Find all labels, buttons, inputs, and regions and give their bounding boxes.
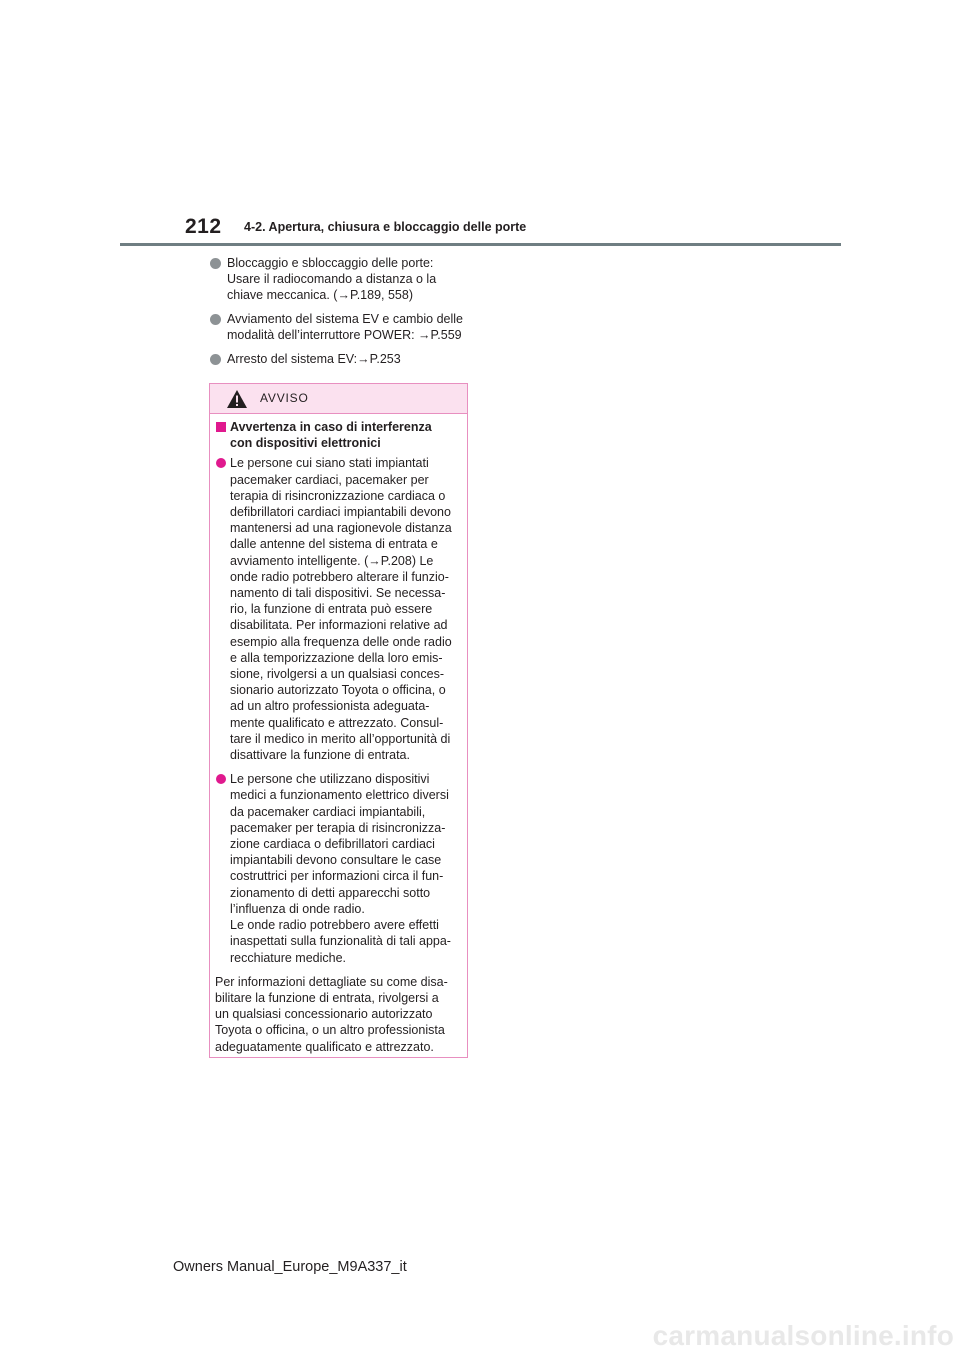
- warning-heading-text: Avvertenza in caso di interferenza con dispositivi elettronici: [230, 420, 432, 451]
- list-item-text: Arresto del sistema EV:→P.253: [227, 352, 401, 367]
- list-item: [210, 351, 472, 367]
- watermark: carmanualsonline.info: [652, 1320, 954, 1351]
- warning-header: [210, 384, 467, 414]
- pink-dot-icon: [216, 458, 226, 468]
- warning-label: AVVISO: [260, 391, 309, 405]
- warning-triangle-icon: [226, 389, 248, 414]
- warning-heading: [215, 419, 459, 451]
- warning-body: [210, 414, 467, 1055]
- warning-box: [209, 383, 468, 1058]
- warning-item-text: Le persone che utilizzano dispositivi medici a funzionamento elettrico diversi da pacemaker cardiaci impiantabili, pacemaker per terapia di risincronizza- zione cardiaca o defibrillatori cardiaci impiantabili devono consultare le case costruttrici per informazioni circa il fun- zionamento di detti apparecchi sotto l’influenza di onde radio. Le onde radio potrebbero avere effetti inaspettati sulla funzionalità di tali appa- recchiature mediche.: [230, 772, 451, 965]
- list-item-text: Avviamento del sistema EV e cambio delle modalità dell’interruttore POWER: →P.559: [227, 312, 463, 343]
- pink-dot-icon: [216, 774, 226, 784]
- header-rule: [120, 243, 841, 246]
- bullet-dot-icon: [210, 354, 221, 365]
- bullet-dot-icon: [210, 258, 221, 269]
- warning-closing-paragraph: Per informazioni dettagliate su come disa- bilitare la funzione di entrata, rivolgersi a un qualsiasi concessionario autorizzato Toyota o officina, o un altro professionista adeguatamente qualificato e attrezzato.: [215, 974, 448, 1054]
- section-title: 4-2. Apertura, chiusura e bloccaggio delle porte: [244, 220, 527, 234]
- square-bullet-icon: [216, 422, 226, 432]
- list-item: [210, 255, 472, 304]
- footer-text: Owners Manual_Europe_M9A337_it: [173, 1259, 407, 1275]
- warning-item: [215, 771, 459, 965]
- warning-item-text: Le persone cui siano stati impiantati pacemaker cardiaci, pacemaker per terapia di risincronizzazione cardiaca o defibrillatori cardiaci impiantabili devono mantenersi ad una ragionevole distanza dalle antenne del sistema di entrata e avviamento intelligente. (→P.208) Le onde radio potrebbero alterare il funzio- namento di tali dispositivi. Se necessa- rio, la funzione di entrata può essere disabilitata. Per informazioni relative ad esempio alla frequenza delle onde radio e alla temporizzazione della loro emis- sione, rivolgersi a un qualsiasi conces- sionario autorizzato Toyota o officina, o ad un altro professionista adeguata- mente qualificato e attrezzato. Consul- tare il medico in merito all’opportunità di disattivare la funzione di entrata.: [230, 456, 452, 763]
- list-item: [210, 311, 472, 343]
- page-number: 212: [185, 215, 222, 238]
- bullet-list: [210, 255, 472, 375]
- list-item-text: Bloccaggio e sbloccaggio delle porte: Usare il radiocomando a distanza o la chiave meccanica. (→P.189, 558): [227, 256, 437, 303]
- bullet-dot-icon: [210, 314, 221, 325]
- warning-item: [215, 455, 459, 763]
